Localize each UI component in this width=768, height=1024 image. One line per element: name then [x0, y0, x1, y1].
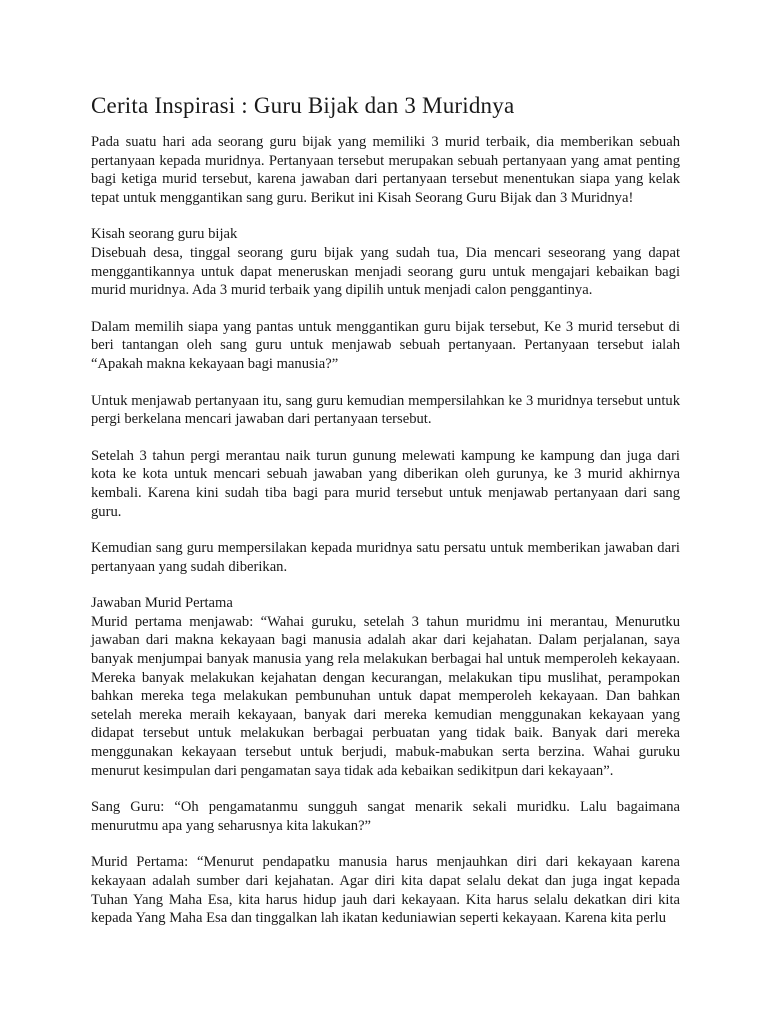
paragraph-kisah: Disebuah desa, tinggal seorang guru bijak yang sudah tua, Dia mencari seseorang yang dapat menggantikannya untuk dapat meneruskan menjadi seorang guru untuk mengajari kebaikan bagi murid muridnya. Ada 3 murid terbaik yang dipilih untuk menjadi calon penggantinya.	[91, 244, 680, 299]
intro-paragraph: Pada suatu hari ada seorang guru bijak yang memiliki 3 murid terbaik, dia memberikan sebuah pertanyaan kepada muridnya. Pertanyaan tersebut merupakan sebuah pertanyaan yang amat penting bagi ketiga murid tersebut, karena jawaban dari pertanyaan tersebut menentukan siapa yang kelak tepat untuk menggantikan sang guru. Berikut ini Kisah Seorang Guru Bijak dan 3 Muridnya!	[91, 134, 680, 206]
section-heading-jawaban-pertama: Jawaban Murid Pertama	[91, 595, 233, 612]
paragraph-pertanyaan: Dalam memilih siapa yang pantas untuk menggantikan guru bijak tersebut, Ke 3 murid tersebut di beri tantangan oleh sang guru untuk menjawab sebuah pertanyaan. Pertanyaan tersebut ialah “Apakah makna kekayaan bagi manusia?”	[91, 318, 680, 372]
paragraph-jawaban-pertama: Murid pertama menjawab: “Wahai guruku, setelah 3 tahun muridmu ini merantau, Menurutku jawaban dari makna kekayaan bagi manusia adalah akar dari kejahatan. Dalam perjalanan, saya banyak menjumpai banyak manusia yang rela melakukan berbagai hal untuk memperoleh kekayaan. Mereka banyak melakukan kejahatan dengan kecurangan, melakukan tipu muslihat, perampokan bahkan mereka tega melakukan pembunuhan untuk dapat memperoleh kekayaan. Dan bahkan setelah mereka meraih kekayaan, banyak dari mereka kemudian menggunakan kekayaan yang didapat tersebut untuk melakukan berbagai perbuatan yang tidak baik. Banyak dari mereka menggunakan kekayaan tersebut untuk berjudi, mabuk-mabukan serta berzina. Wahai guruku menurut kesimpulan dari pengamatan saya tidak ada kebaikan sedikitpun dari kekayaan”.	[91, 613, 680, 779]
paragraph-berkelana: Untuk menjawab pertanyaan itu, sang guru kemudian mempersilahkan ke 3 muridnya tersebut untuk pergi berkelana mencari jawaban dari pertanyaan tersebut.	[91, 392, 680, 428]
document-title: Cerita Inspirasi : Guru Bijak dan 3 Muridnya	[91, 93, 515, 118]
paragraph-persilakan: Kemudian sang guru mempersilakan kepada muridnya satu persatu untuk memberikan jawaban dari pertanyaan yang sudah diberikan.	[91, 540, 680, 575]
paragraph-sang-guru: Sang Guru: “Oh pengamatanmu sungguh sangat menarik sekali muridku. Lalu bagaimana menurutmu apa yang seharusnya kita lakukan?”	[91, 799, 680, 834]
paragraph-murid-pertama: Murid Pertama: “Menurut pendapatku manusia harus menjauhkan diri dari kekayaan karena kekayaan adalah sumber dari kejahatan. Agar diri kita dapat selalu dekat dan juga ingat kepada Tuhan Yang Maha Esa, kita harus hidup jauh dari kekayaan. Kita harus selalu dekatkan diri kita kepada Yang Maha Esa dan tinggalkan lah ikatan keduniawian seperti kekayaan. Karena kita perlu	[91, 854, 680, 927]
section-heading-kisah: Kisah seorang guru bijak	[91, 226, 238, 243]
paragraph-merantau: Setelah 3 tahun pergi merantau naik turun gunung melewati kampung ke kampung dan juga dari kota ke kota untuk mencari sebuah jawaban yang diberikan oleh gurunya, ke 3 murid akhirnya kembali. Karena kini sudah tiba bagi para murid tersebut untuk menjawab pertanyaan dari sang guru.	[91, 447, 680, 520]
